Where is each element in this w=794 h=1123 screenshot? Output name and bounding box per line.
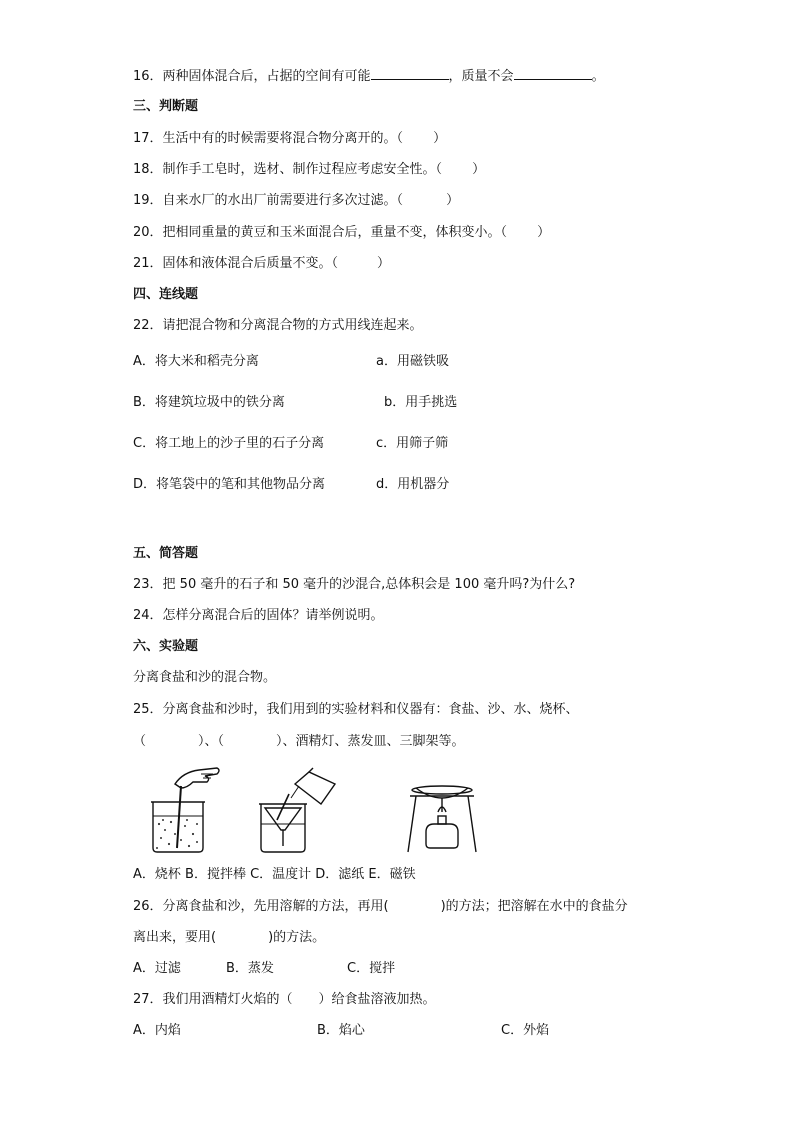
match-right-b[interactable]: b．用手挑选 bbox=[384, 395, 458, 410]
question-25-options: A．烧杯 B．搅拌棒 C．温度计 D．滤纸 E．磁铁 bbox=[133, 867, 416, 882]
match-right-d[interactable]: d．用机器分 bbox=[376, 477, 450, 492]
q27-option-b[interactable]: B．焰心 bbox=[317, 1023, 365, 1038]
section-4-title: 四、连线题 bbox=[133, 287, 199, 302]
q16-text-c: 。 bbox=[591, 69, 605, 84]
match-right-c[interactable]: c．用筛子筛 bbox=[376, 436, 449, 451]
question-17: 17．生活中有的时候需要将混合物分离开的。（ ） bbox=[133, 131, 447, 146]
question-24: 24．怎样分离混合后的固体？请举例说明。 bbox=[133, 608, 384, 623]
q26-option-a[interactable]: A．过滤 bbox=[133, 961, 181, 976]
question-22: 22．请把混合物和分离混合物的方式用线连起来。 bbox=[133, 318, 423, 333]
evaporation-figure bbox=[402, 768, 482, 858]
match-left-d[interactable]: D．将笔袋中的笔和其他物品分离 bbox=[133, 477, 326, 492]
section-3-title: 三、判断题 bbox=[133, 99, 199, 114]
match-left-b[interactable]: B．将建筑垃圾中的铁分离 bbox=[133, 395, 285, 410]
question-25-line-1: 25．分离食盐和沙时，我们用到的实验材料和仪器有：食盐、沙、水、烧杯、 bbox=[133, 702, 579, 717]
question-21: 21．固体和液体混合后质量不变。（ ） bbox=[133, 256, 391, 271]
q27-option-a[interactable]: A．内焰 bbox=[133, 1023, 181, 1038]
question-23: 23．把 50 毫升的石子和 50 毫升的沙混合,总体积会是 100 毫升吗?为什么? bbox=[133, 577, 576, 592]
question-25-line-2: （ ）、（ ）、酒精灯、蒸发皿、三脚架等。 bbox=[133, 734, 465, 749]
question-20: 20．把相同重量的黄豆和玉米面混合后，重量不变，体积变小。（ ） bbox=[133, 225, 551, 240]
q16-text-a: 16．两种固体混合后，占据的空间有可能 bbox=[133, 69, 371, 84]
question-27: 27．我们用酒精灯火焰的（ ）给食盐溶液加热。 bbox=[133, 992, 436, 1007]
q16-blank-2[interactable] bbox=[514, 66, 592, 80]
q27-option-c[interactable]: C．外焰 bbox=[501, 1023, 550, 1038]
filtration-figure bbox=[255, 764, 355, 854]
match-left-c[interactable]: C．将工地上的沙子里的石子分离 bbox=[133, 436, 325, 451]
q16-blank-1[interactable] bbox=[371, 66, 449, 80]
question-26-line-1: 26．分离食盐和沙，先用溶解的方法，再用( )的方法；把溶解在水中的食盐分 bbox=[133, 899, 628, 914]
question-26-line-2: 离出来，要用( )的方法。 bbox=[133, 930, 326, 945]
q16-text-b: ，质量不会 bbox=[448, 69, 514, 84]
question-19: 19．自来水厂的水出厂前需要进行多次过滤。（ ） bbox=[133, 193, 460, 208]
stirring-beaker-figure bbox=[145, 764, 225, 854]
question-18: 18．制作手工皂时，选材、制作过程应考虑安全性。（ ） bbox=[133, 162, 486, 177]
experiment-intro: 分离食盐和沙的混合物。 bbox=[133, 670, 277, 685]
question-16 bbox=[133, 66, 605, 86]
section-5-title: 五、简答题 bbox=[133, 546, 199, 561]
match-right-a[interactable]: a．用磁铁吸 bbox=[376, 354, 449, 369]
section-6-title: 六、实验题 bbox=[133, 639, 199, 654]
match-left-a[interactable]: A．将大米和稻壳分离 bbox=[133, 354, 259, 369]
q26-option-c[interactable]: C．搅拌 bbox=[347, 961, 396, 976]
q26-option-b[interactable]: B．蒸发 bbox=[226, 961, 274, 976]
